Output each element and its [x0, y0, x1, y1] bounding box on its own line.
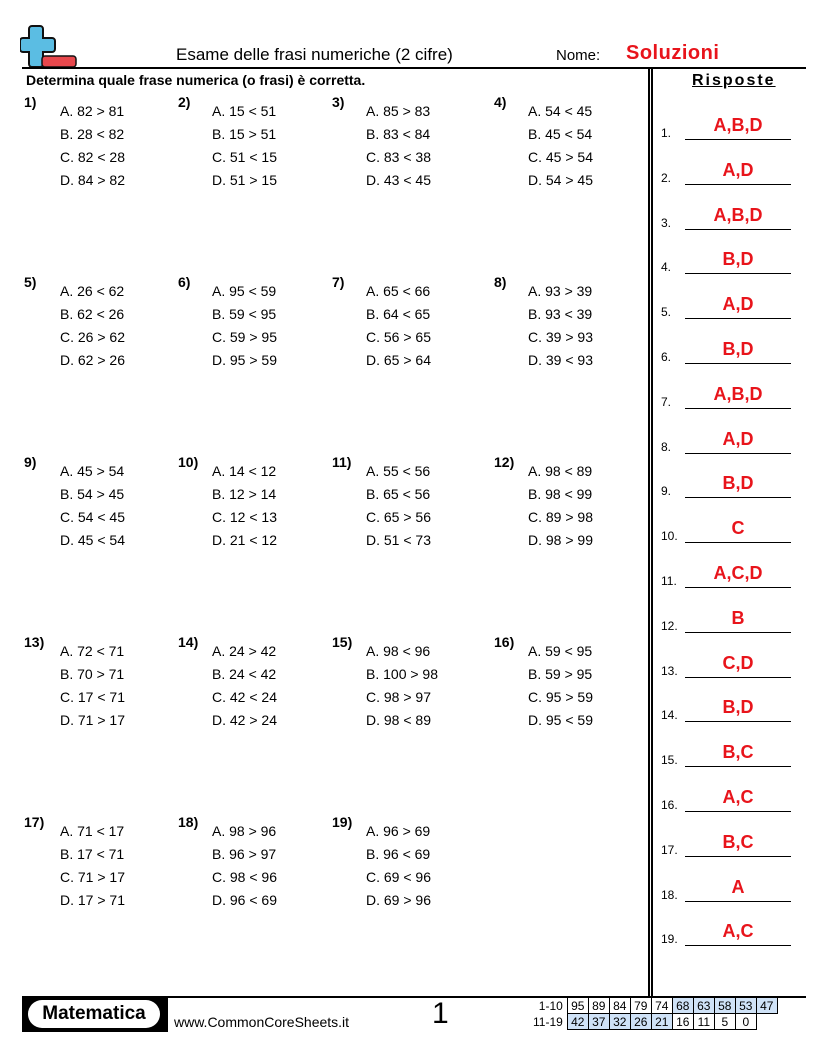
column-divider: [648, 69, 653, 997]
option-a: A. 95 < 59: [212, 283, 277, 299]
option-c: C. 12 < 13: [212, 509, 277, 525]
answer-label: 18.: [661, 887, 678, 902]
option-d: D. 69 > 96: [366, 892, 431, 908]
score-row: [530, 998, 777, 1014]
option-d: D. 65 > 64: [366, 352, 431, 368]
option-a: A. 65 < 66: [366, 283, 431, 299]
score-cell: 37: [588, 1014, 609, 1030]
answer-label: 11.: [661, 574, 677, 588]
problem-options: [60, 460, 125, 552]
answer-label: 15.: [661, 753, 678, 768]
answer-value: B,D: [722, 697, 754, 718]
option-c: C. 98 < 96: [212, 869, 277, 885]
answer-label: 12.: [661, 618, 678, 633]
answer-value: A,C: [722, 921, 754, 942]
plus-minus-icon: [20, 24, 80, 68]
answer-row: [661, 697, 801, 723]
answer-row: [661, 876, 801, 902]
score-cell: 74: [651, 998, 672, 1014]
answer-row: [661, 831, 801, 857]
problem-options: [60, 280, 125, 372]
problem-number: 2): [178, 94, 191, 110]
name-value: Soluzioni: [626, 42, 720, 64]
option-d: D. 98 < 89: [366, 712, 431, 728]
answer-value: B,C: [722, 831, 754, 852]
option-a: A. 55 < 56: [366, 463, 431, 479]
option-a: A. 26 < 62: [60, 283, 125, 299]
problem-number: 3): [332, 94, 345, 110]
answer-label: 4.: [661, 260, 672, 275]
answer-row: [661, 383, 801, 409]
answer-label: 6.: [661, 350, 672, 364]
problem-number: 1): [24, 94, 37, 110]
option-a: A. 71 < 17: [60, 823, 125, 839]
option-a: A. 59 < 95: [528, 643, 593, 659]
option-a: A. 98 < 96: [366, 643, 431, 659]
option-d: D. 45 < 54: [60, 532, 125, 548]
problem-number: 7): [332, 274, 345, 290]
option-b: B. 12 > 14: [212, 486, 277, 502]
option-b: B. 59 < 95: [212, 306, 277, 322]
problem-options: [366, 460, 431, 552]
option-b: B. 17 < 71: [60, 846, 125, 862]
option-b: B. 93 < 39: [528, 306, 593, 322]
problem-number: 15): [332, 634, 353, 650]
problem-number: 5): [24, 274, 37, 290]
option-a: A. 82 > 81: [60, 103, 125, 119]
answer-row: [661, 249, 801, 275]
option-a: A. 45 > 54: [60, 463, 125, 479]
name-label: Nome:: [556, 47, 601, 64]
score-cell: 16: [672, 1014, 693, 1030]
option-c: C. 89 > 98: [528, 509, 593, 525]
problem-number: 19): [332, 814, 353, 830]
option-a: A. 98 > 96: [212, 823, 277, 839]
answer-row: [661, 563, 801, 588]
option-d: D. 17 > 71: [60, 892, 125, 908]
problem-options: [366, 640, 438, 732]
problem-number: 10): [178, 454, 199, 470]
problem-options: [366, 280, 431, 372]
option-d: D. 51 < 73: [366, 532, 431, 548]
answer-row: [661, 742, 801, 768]
problem-number: 16): [494, 634, 515, 650]
problem-options: [60, 820, 125, 912]
score-cell: 5: [714, 1014, 735, 1030]
option-b: B. 96 > 97: [212, 846, 277, 862]
problem-number: 6): [178, 274, 191, 290]
problem-options: [60, 100, 125, 192]
option-c: C. 95 > 59: [528, 689, 593, 705]
option-c: C. 56 > 65: [366, 329, 431, 345]
answer-row: [661, 921, 801, 947]
problem-options: [212, 100, 277, 192]
option-a: A. 72 < 71: [60, 643, 125, 659]
answer-value: B,D: [722, 339, 754, 359]
problem-options: [366, 100, 431, 192]
option-b: B. 59 > 95: [528, 666, 593, 682]
problem-options: [212, 640, 277, 732]
score-cell: 63: [693, 998, 714, 1014]
score-cell: 0: [735, 1014, 756, 1030]
score-cell: 89: [588, 998, 609, 1014]
header-rule: [22, 67, 806, 69]
problem-number: 8): [494, 274, 507, 290]
score-cell: 79: [630, 998, 651, 1014]
answer-value: A,C,D: [713, 563, 763, 583]
answer-value: B,D: [722, 473, 754, 494]
option-c: C. 71 > 17: [60, 869, 125, 885]
option-b: B. 15 > 51: [212, 126, 277, 142]
answer-value: A,C: [722, 787, 754, 807]
site-url: www.CommonCoreSheets.it: [174, 1014, 350, 1030]
problem-number: 18): [178, 814, 199, 830]
answer-row: [661, 787, 801, 812]
option-a: A. 98 < 89: [528, 463, 593, 479]
option-d: D. 84 > 82: [60, 172, 125, 188]
score-row-label: 11-19: [533, 1014, 563, 1029]
option-c: C. 39 > 93: [528, 329, 593, 345]
score-cell: 32: [609, 1014, 630, 1030]
option-b: B. 100 > 98: [366, 666, 439, 682]
instructions: Determina quale frase numerica (o frasi) è corretta.: [26, 72, 366, 88]
option-b: B. 65 < 56: [366, 486, 431, 502]
score-cell: 47: [756, 998, 777, 1014]
score-cell: 84: [609, 998, 630, 1014]
answer-value: A,D: [722, 294, 754, 315]
answer-row: [661, 294, 801, 320]
problem-number: 4): [494, 94, 507, 110]
option-a: A. 15 < 51: [212, 103, 277, 119]
answer-label: 16.: [661, 798, 678, 812]
score-cell: 53: [735, 998, 756, 1014]
problem-options: [528, 100, 593, 192]
problem-options: [528, 640, 593, 732]
answer-label: 2.: [661, 170, 672, 185]
answer-value: C: [731, 518, 745, 539]
problem-number: 17): [24, 814, 45, 830]
score-table: [530, 997, 778, 1030]
option-c: C. 26 > 62: [60, 329, 125, 345]
option-b: B. 96 < 69: [366, 846, 431, 862]
option-d: D. 21 < 12: [212, 532, 277, 548]
score-cell: 11: [693, 1014, 714, 1030]
answer-label: 5.: [661, 305, 672, 320]
answer-value: A,B,D: [713, 115, 763, 135]
answers-title: Risposte: [692, 72, 776, 89]
answer-value: A,D: [722, 428, 754, 449]
option-a: A. 54 < 45: [528, 103, 593, 119]
score-cell: 21: [651, 1014, 672, 1030]
answer-value: A: [731, 876, 745, 897]
option-d: D. 54 > 45: [528, 172, 593, 188]
option-a: A. 93 > 39: [528, 283, 593, 299]
problem-options: [212, 460, 277, 552]
answer-label: 9.: [661, 484, 672, 499]
problem-options: [528, 460, 593, 552]
option-b: B. 24 < 42: [212, 666, 277, 682]
answer-value: B: [731, 607, 745, 628]
answer-row: [661, 607, 801, 633]
score-row-label: 1-10: [538, 998, 563, 1013]
score-cell: 58: [714, 998, 735, 1014]
brand-badge: [22, 997, 168, 1032]
option-c: C. 65 > 56: [366, 509, 431, 525]
answer-label: 19.: [661, 932, 678, 947]
answer-label: 1.: [661, 126, 672, 140]
answer-row: [661, 428, 801, 454]
answer-value: B,C: [722, 742, 754, 763]
answer-row: [661, 473, 801, 499]
answer-value: C,D: [722, 652, 754, 673]
option-d: D. 96 < 69: [212, 892, 277, 908]
option-d: D. 95 < 59: [528, 712, 593, 728]
answer-label: 3.: [661, 215, 672, 230]
option-b: B. 64 < 65: [366, 306, 431, 322]
option-c: C. 54 < 45: [60, 509, 125, 525]
option-d: D. 39 < 93: [528, 352, 593, 368]
page-number: 1: [432, 997, 449, 1030]
answer-row: [661, 339, 801, 364]
option-c: C. 42 < 24: [212, 689, 277, 705]
option-b: B. 54 > 45: [60, 486, 125, 502]
score-cell: 95: [567, 998, 588, 1014]
answer-row: [661, 652, 801, 678]
answer-row: [661, 518, 801, 544]
option-a: A. 96 > 69: [366, 823, 431, 839]
option-a: A. 24 > 42: [212, 643, 277, 659]
problem-number: 9): [24, 454, 37, 470]
problem-options: [366, 820, 431, 912]
answer-label: 8.: [661, 439, 672, 454]
option-b: B. 83 < 84: [366, 126, 431, 142]
answer-value: B,D: [722, 249, 754, 270]
answer-value: A,B,D: [713, 383, 763, 404]
option-c: C. 82 < 28: [60, 149, 125, 165]
worksheet-title: Esame delle frasi numeriche (2 cifre): [176, 45, 453, 64]
problem-number: 11): [332, 454, 352, 470]
answer-value: A,D: [722, 159, 754, 180]
answer-label: 7.: [661, 394, 672, 409]
answer-label: 13.: [661, 663, 678, 678]
option-c: C. 83 < 38: [366, 149, 431, 165]
option-b: B. 62 < 26: [60, 306, 125, 322]
option-c: C. 98 > 97: [366, 689, 431, 705]
answer-value: A,B,D: [713, 204, 763, 225]
answer-row: [661, 159, 801, 185]
option-b: B. 28 < 82: [60, 126, 125, 142]
option-d: D. 71 > 17: [60, 712, 125, 728]
problem-options: [212, 820, 277, 912]
option-c: C. 59 > 95: [212, 329, 277, 345]
option-c: C. 17 < 71: [60, 689, 125, 705]
score-cell: 26: [630, 1014, 651, 1030]
problem-number: 12): [494, 454, 515, 470]
option-c: C. 69 < 96: [366, 869, 431, 885]
option-b: B. 98 < 99: [528, 486, 593, 502]
score-cell: 68: [672, 998, 693, 1014]
option-d: D. 95 > 59: [212, 352, 277, 368]
option-c: C. 51 < 15: [212, 149, 277, 165]
answer-label: 10.: [661, 529, 678, 544]
option-a: A. 14 < 12: [212, 463, 277, 479]
problem-number: 14): [178, 634, 199, 650]
option-b: B. 70 > 71: [60, 666, 125, 682]
option-c: C. 45 > 54: [528, 149, 593, 165]
problem-number: 13): [24, 634, 45, 650]
problem-options: [212, 280, 277, 372]
option-d: D. 42 > 24: [212, 712, 277, 728]
answer-row: [661, 115, 801, 140]
option-a: A. 85 > 83: [366, 103, 431, 119]
answer-label: 17.: [661, 842, 678, 857]
option-d: D. 98 > 99: [528, 532, 593, 548]
answer-label: 14.: [661, 708, 678, 723]
problem-options: [60, 640, 125, 732]
answer-row: [661, 204, 801, 230]
problem-options: [528, 280, 593, 372]
option-d: D. 51 > 15: [212, 172, 277, 188]
option-b: B. 45 < 54: [528, 126, 593, 142]
brand-label: Matematica: [28, 1000, 160, 1028]
option-d: D. 43 < 45: [366, 172, 431, 188]
option-d: D. 62 > 26: [60, 352, 125, 368]
score-row: [530, 1014, 777, 1030]
score-cell: 42: [567, 1014, 588, 1030]
score-cell-empty: [756, 1014, 777, 1030]
